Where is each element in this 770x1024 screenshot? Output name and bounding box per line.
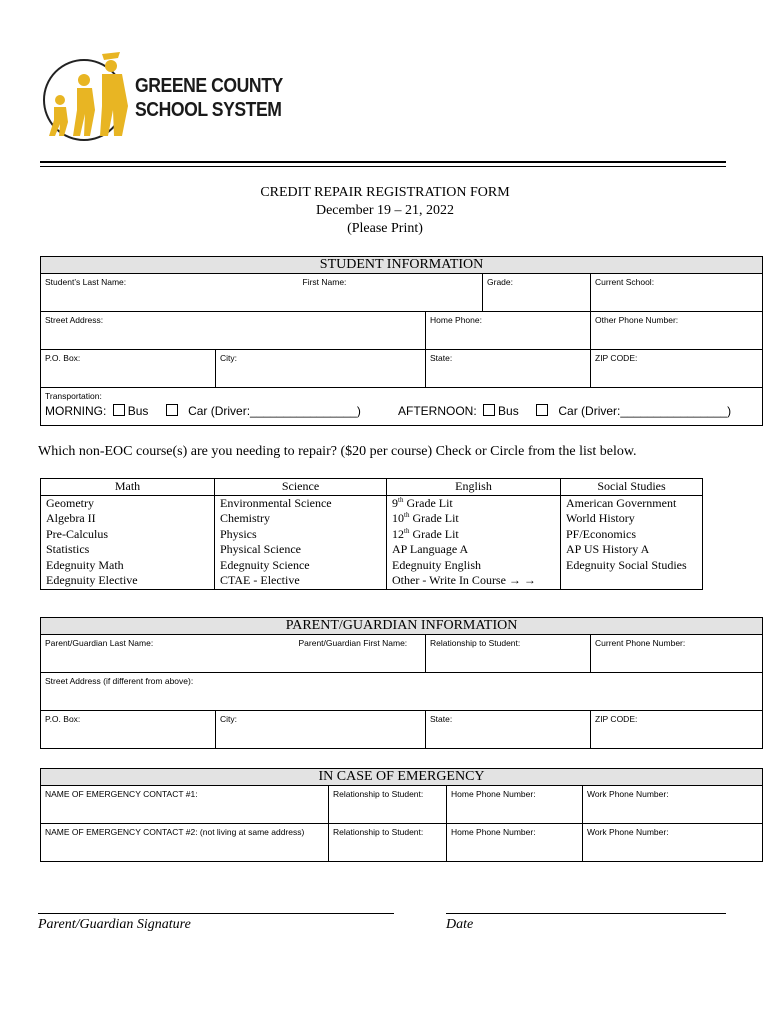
- date-line[interactable]: [446, 913, 726, 914]
- emergency-1-work-phone-field[interactable]: [583, 786, 763, 824]
- form-title-block: [0, 184, 770, 238]
- parent-street-label: Street Address (if different from above):: [45, 676, 194, 686]
- current-school-label: Current School:: [595, 277, 655, 287]
- state-label: State:: [430, 353, 453, 363]
- transport-options: [45, 404, 758, 418]
- emergency-2-home-phone-label: Home Phone Number:: [451, 827, 536, 837]
- other-phone-field[interactable]: [591, 312, 763, 350]
- course-option[interactable]: Edegnuity Social Studies: [561, 558, 703, 574]
- city-field[interactable]: [216, 350, 426, 388]
- parent-last-name-field[interactable]: [41, 635, 426, 673]
- course-option[interactable]: World History: [561, 511, 703, 527]
- grade-field[interactable]: [483, 274, 591, 312]
- emergency-2-relationship-label: Relationship to Student:: [333, 827, 424, 837]
- course-option[interactable]: Geometry: [41, 495, 215, 511]
- course-option[interactable]: AP US History A: [561, 542, 703, 558]
- morning-label: MORNING:: [45, 404, 107, 418]
- course-option[interactable]: Edegnuity Science: [215, 558, 387, 574]
- parent-info-header: PARENT/GUARDIAN INFORMATION: [41, 618, 763, 635]
- print-note: (Please Print): [347, 221, 423, 236]
- state-field[interactable]: [426, 350, 591, 388]
- header-rule-thin: [40, 166, 726, 167]
- student-info-table: [40, 256, 763, 426]
- morning-bus-label: Bus: [127, 404, 149, 418]
- current-phone-field[interactable]: [591, 635, 763, 673]
- parent-city-field[interactable]: [216, 711, 426, 749]
- student-last-name-label: Student’s Last Name:: [45, 277, 127, 287]
- emergency-contact-2-field[interactable]: [41, 824, 329, 862]
- relationship-field[interactable]: [426, 635, 591, 673]
- parent-po-box-label: P.O. Box:: [45, 714, 81, 724]
- current-phone-label: Current Phone Number:: [595, 638, 686, 648]
- parent-signature-label: Parent/Guardian Signature: [38, 917, 191, 932]
- math-header: Math: [41, 479, 215, 496]
- parent-po-box-field[interactable]: [41, 711, 216, 749]
- transportation-row: [41, 388, 763, 426]
- emergency-2-home-phone-field[interactable]: [447, 824, 583, 862]
- header-rule-thick: [40, 161, 726, 163]
- afternoon-bus-checkbox[interactable]: [483, 404, 495, 416]
- emergency-1-work-phone-label: Work Phone Number:: [587, 789, 669, 799]
- course-question: Which non-EOC course(s) are you needing to repair? ($20 per course) Check or Circle from the list below.: [38, 444, 637, 459]
- course-option[interactable]: 10th Grade Lit: [387, 511, 561, 527]
- logo-text: [135, 74, 283, 122]
- morning-car-checkbox[interactable]: [166, 404, 178, 416]
- course-option[interactable]: Chemistry: [215, 511, 387, 527]
- emergency-contact-1-label: NAME OF EMERGENCY CONTACT #1:: [45, 789, 198, 799]
- logo-line-1: GREENE COUNTY: [135, 75, 283, 97]
- emergency-table: [40, 768, 763, 862]
- street-address-label: Street Address:: [45, 315, 104, 325]
- transportation-label: Transportation:: [45, 391, 102, 401]
- emergency-1-relationship-field[interactable]: [329, 786, 447, 824]
- course-option[interactable]: Edegnuity English: [387, 558, 561, 574]
- afternoon-label: AFTERNOON:: [398, 404, 477, 418]
- date-label: Date: [446, 917, 474, 932]
- other-phone-label: Other Phone Number:: [595, 315, 679, 325]
- course-option[interactable]: Physical Science: [215, 542, 387, 558]
- emergency-2-relationship-field[interactable]: [329, 824, 447, 862]
- po-box-field[interactable]: [41, 350, 216, 388]
- course-option[interactable]: PF/Economics: [561, 527, 703, 543]
- emergency-1-home-phone-label: Home Phone Number:: [451, 789, 536, 799]
- form-dates: December 19 – 21, 2022: [315, 203, 455, 218]
- course-option[interactable]: Algebra II: [41, 511, 215, 527]
- course-option[interactable]: 9th Grade Lit: [387, 495, 561, 511]
- parent-zip-label: ZIP CODE:: [595, 714, 638, 724]
- grade-label: Grade:: [487, 277, 513, 287]
- afternoon-bus-label: Bus: [498, 404, 519, 418]
- course-option[interactable]: Edegnuity Math: [41, 558, 215, 574]
- student-first-name-label: First Name:: [302, 277, 347, 287]
- po-box-label: P.O. Box:: [45, 353, 81, 363]
- english-header: English: [387, 479, 561, 496]
- parent-signature-line[interactable]: [38, 913, 394, 914]
- course-option[interactable]: Environmental Science: [215, 495, 387, 511]
- emergency-1-home-phone-field[interactable]: [447, 786, 583, 824]
- emergency-2-work-phone-label: Work Phone Number:: [587, 827, 669, 837]
- emergency-header: IN CASE OF EMERGENCY: [41, 769, 763, 786]
- current-school-field[interactable]: [591, 274, 763, 312]
- parent-state-label: State:: [430, 714, 453, 724]
- zip-field[interactable]: [591, 350, 763, 388]
- course-option[interactable]: Edegnuity Elective: [41, 573, 215, 589]
- course-option[interactable]: American Government: [561, 495, 703, 511]
- home-phone-label: Home Phone:: [430, 315, 482, 325]
- science-header: Science: [215, 479, 387, 496]
- parent-last-name-label: Parent/Guardian Last Name:: [45, 638, 154, 648]
- emergency-2-work-phone-field[interactable]: [583, 824, 763, 862]
- course-option[interactable]: CTAE - Elective: [215, 573, 387, 589]
- morning-car-label: Car (Driver:________________): [188, 404, 361, 418]
- home-phone-field[interactable]: [426, 312, 591, 350]
- emergency-contact-1-field[interactable]: [41, 786, 329, 824]
- zip-label: ZIP CODE:: [595, 353, 638, 363]
- course-option-write-in[interactable]: Other - Write In Course → →: [387, 573, 561, 589]
- morning-bus-checkbox[interactable]: [113, 404, 125, 416]
- parent-state-field[interactable]: [426, 711, 591, 749]
- course-option[interactable]: Statistics: [41, 542, 215, 558]
- student-last-name-field[interactable]: [41, 274, 483, 312]
- course-option-empty: [561, 573, 703, 589]
- course-option[interactable]: Physics: [215, 527, 387, 543]
- course-option[interactable]: 12th Grade Lit: [387, 527, 561, 543]
- city-label: City:: [220, 353, 237, 363]
- student-info-header: STUDENT INFORMATION: [41, 257, 763, 274]
- relationship-label: Relationship to Student:: [430, 638, 521, 648]
- courses-table: [40, 478, 703, 590]
- parent-info-table: [40, 617, 763, 749]
- afternoon-car-checkbox[interactable]: [536, 404, 548, 416]
- emergency-contact-2-label: NAME OF EMERGENCY CONTACT #2: (not living at same address): [45, 827, 305, 837]
- students-silhouette-icon: [40, 44, 140, 144]
- social-studies-header: Social Studies: [561, 479, 703, 496]
- course-option[interactable]: AP Language A: [387, 542, 561, 558]
- street-address-field[interactable]: [41, 312, 426, 350]
- course-option[interactable]: Pre-Calculus: [41, 527, 215, 543]
- parent-zip-field[interactable]: [591, 711, 763, 749]
- parent-city-label: City:: [220, 714, 237, 724]
- emergency-1-relationship-label: Relationship to Student:: [333, 789, 424, 799]
- parent-first-name-label: Parent/Guardian First Name:: [298, 638, 408, 648]
- logo-line-2: SCHOOL SYSTEM: [135, 99, 282, 121]
- parent-street-field[interactable]: [41, 673, 763, 711]
- form-title: CREDIT REPAIR REGISTRATION FORM: [260, 185, 510, 200]
- afternoon-car-label: Car (Driver:________________): [558, 404, 732, 418]
